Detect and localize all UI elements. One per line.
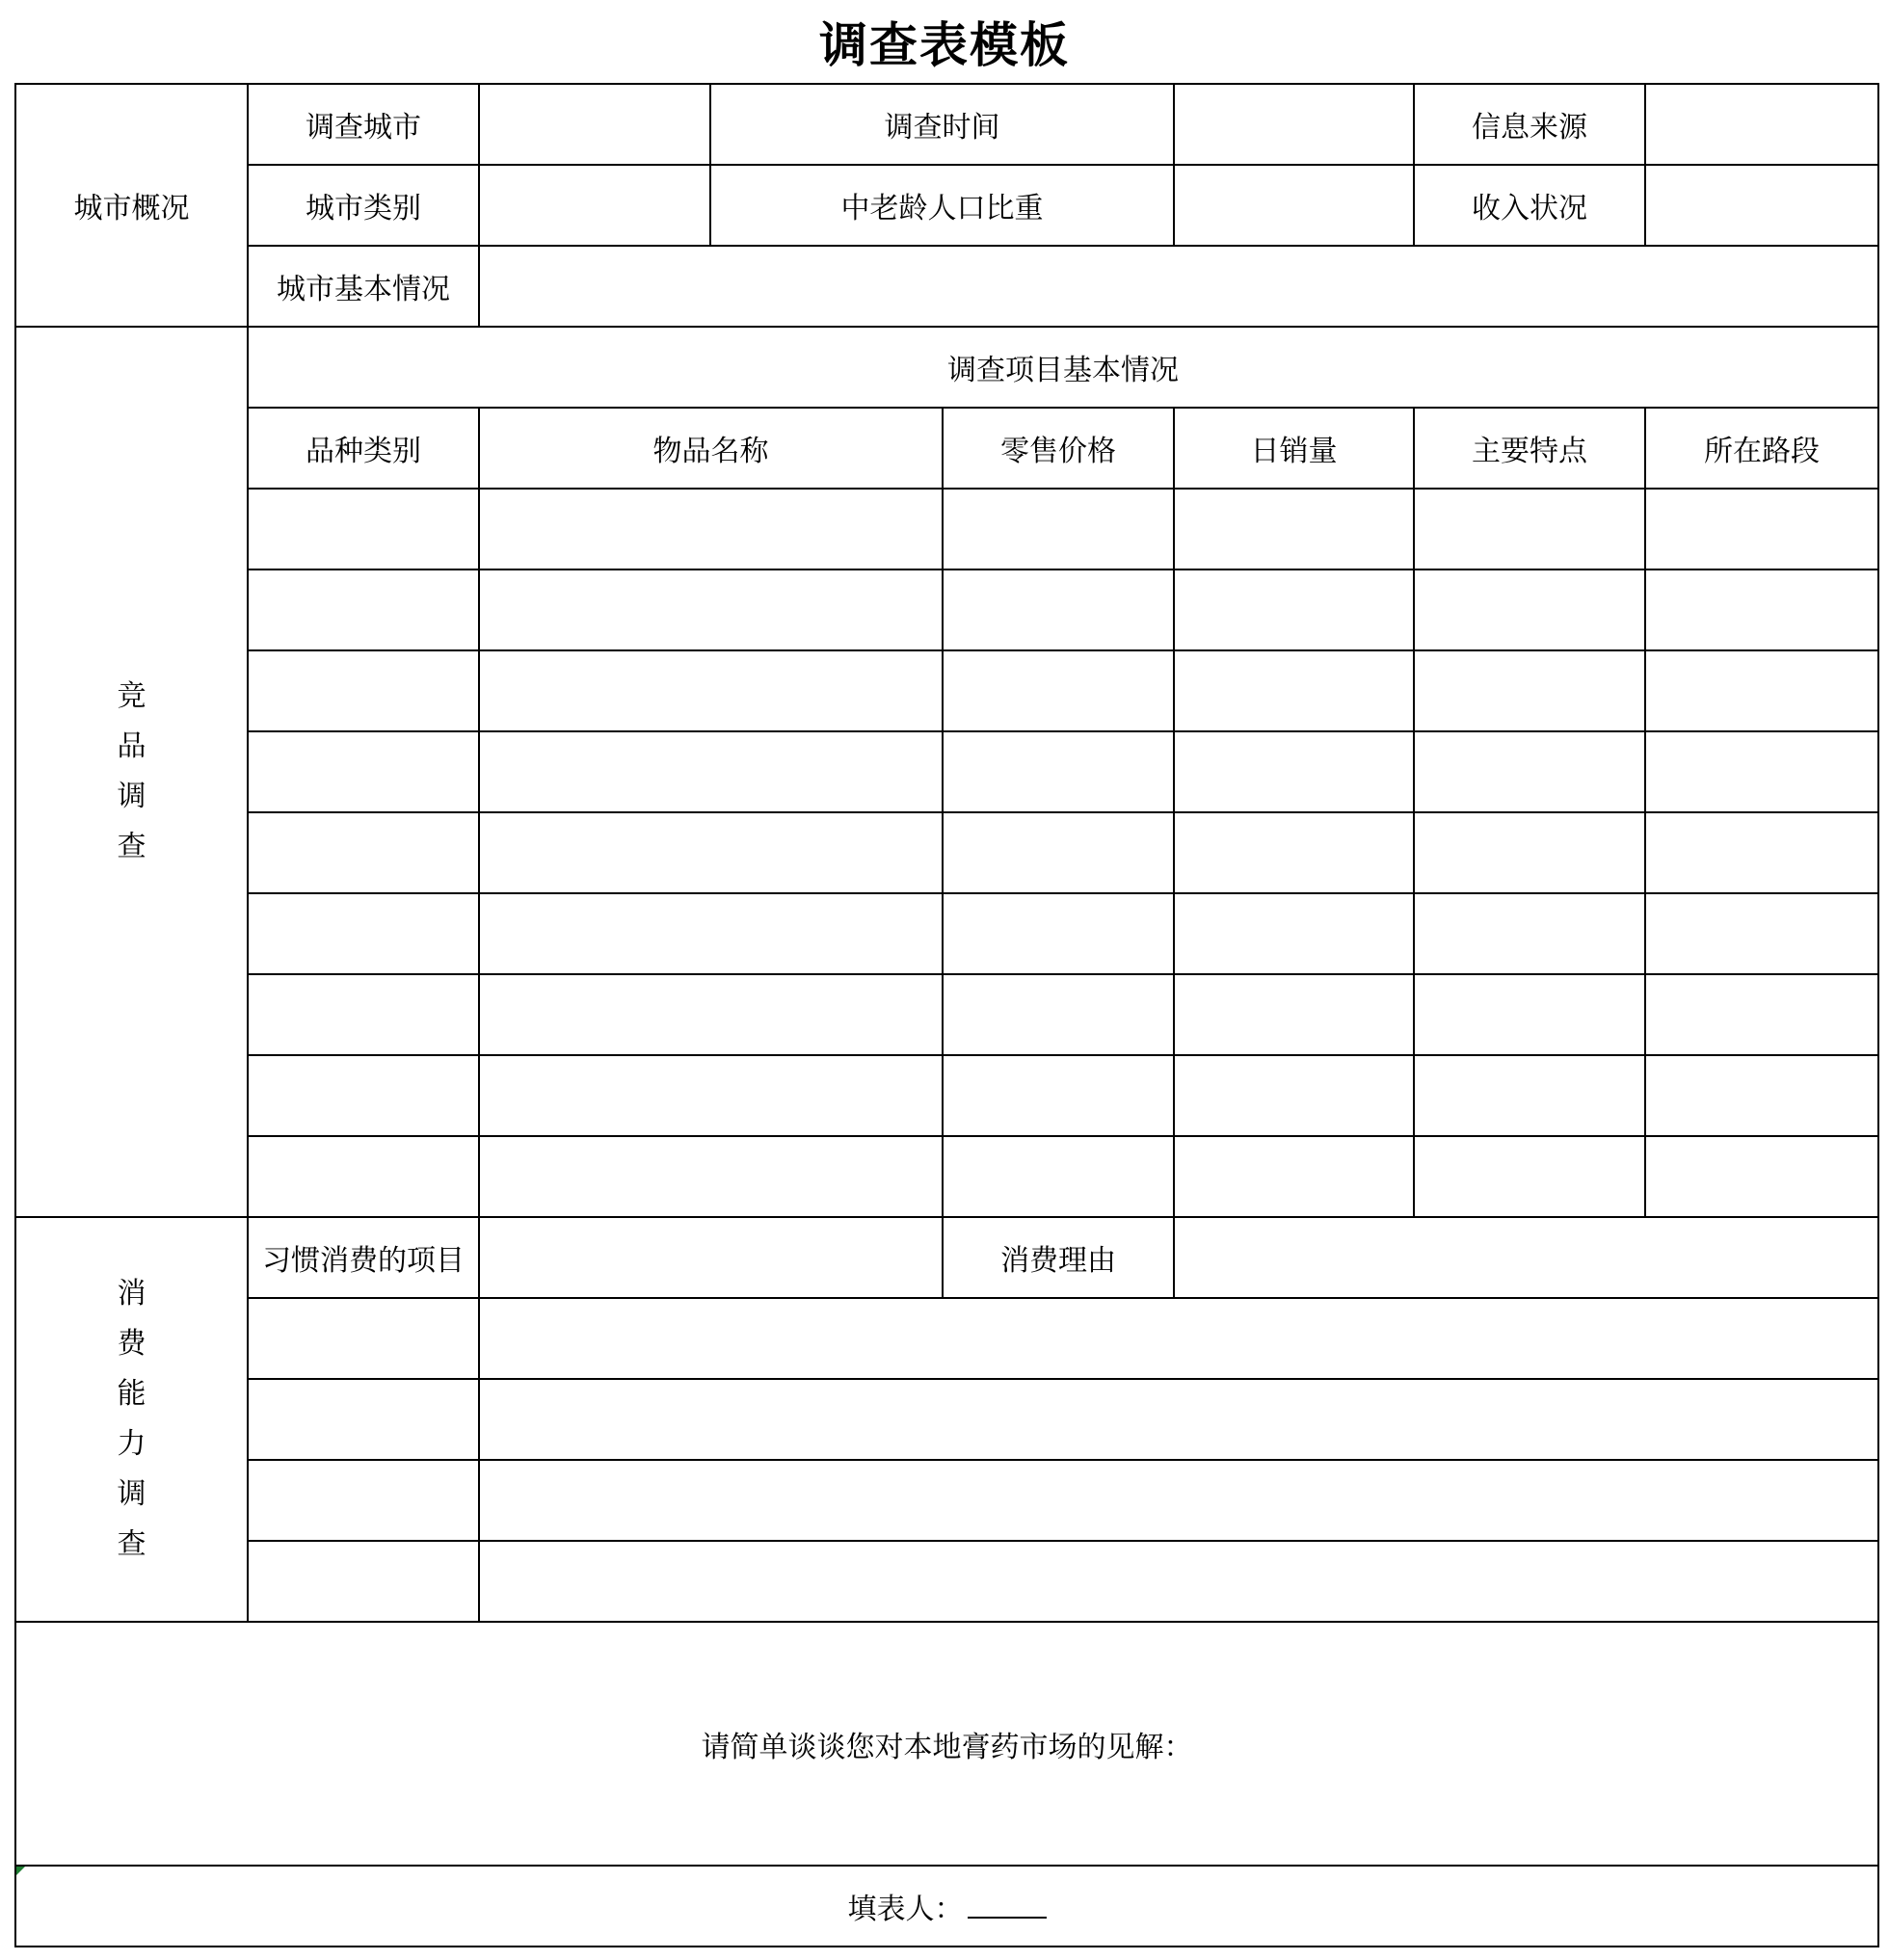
city-row-2 — [15, 165, 1878, 246]
column-header-variety: 品种类别 — [248, 408, 479, 489]
competitor-header-row — [15, 408, 1878, 489]
reason-value[interactable] — [1174, 1217, 1878, 1298]
data-cell[interactable] — [1645, 812, 1878, 893]
data-cell[interactable] — [1174, 569, 1414, 650]
opinion-prompt: 请简单谈谈您对本地膏药市场的见解： — [701, 1730, 1193, 1764]
data-cell[interactable] — [1645, 974, 1878, 1055]
competitor-data-row — [15, 731, 1878, 812]
data-cell[interactable] — [1174, 974, 1414, 1055]
data-cell[interactable] — [1174, 489, 1414, 569]
data-cell[interactable] — [943, 569, 1174, 650]
filler-underline[interactable] — [968, 1897, 1047, 1919]
data-cell[interactable] — [1645, 893, 1878, 974]
data-cell[interactable] — [1645, 569, 1878, 650]
data-cell[interactable] — [1645, 1055, 1878, 1136]
competitor-title-row — [15, 327, 1878, 408]
city-category-label: 城市类别 — [248, 165, 479, 246]
competitor-data-row — [15, 1136, 1878, 1217]
survey-time-label: 调查时间 — [710, 84, 1174, 165]
competitor-data-row — [15, 812, 1878, 893]
consumption-header-row — [15, 1217, 1878, 1298]
income-status-label: 收入状况 — [1414, 165, 1645, 246]
data-cell[interactable] — [248, 569, 479, 650]
data-cell[interactable] — [1414, 1136, 1645, 1217]
consumption-row — [15, 1379, 1878, 1460]
consumption-survey-label-text: 消费能力调查 — [117, 1277, 146, 1561]
survey-table — [14, 83, 1879, 1947]
city-overview-label: 城市概况 — [15, 84, 248, 327]
data-cell[interactable] — [1414, 650, 1645, 731]
column-header-retail-price: 零售价格 — [943, 408, 1174, 489]
city-row-3 — [15, 246, 1878, 327]
data-cell[interactable] — [1174, 893, 1414, 974]
city-basic-info-value[interactable] — [479, 246, 1878, 327]
habit-items-label: 习惯消费的项目 — [248, 1217, 479, 1298]
consumption-item-cell[interactable] — [248, 1460, 479, 1541]
elderly-ratio-value[interactable] — [1174, 165, 1414, 246]
data-cell[interactable] — [479, 1055, 943, 1136]
consumption-row — [15, 1541, 1878, 1622]
data-cell[interactable] — [943, 731, 1174, 812]
data-cell[interactable] — [943, 489, 1174, 569]
data-cell[interactable] — [479, 812, 943, 893]
data-cell[interactable] — [1174, 650, 1414, 731]
filler-row — [15, 1866, 1878, 1947]
data-cell[interactable] — [1645, 489, 1878, 569]
data-cell[interactable] — [1174, 1136, 1414, 1217]
competitor-data-row — [15, 650, 1878, 731]
competitor-survey-label-text: 竞品调查 — [117, 679, 146, 863]
consumption-reason-cell[interactable] — [479, 1298, 1878, 1379]
consumption-reason-cell[interactable] — [479, 1379, 1878, 1460]
column-header-daily-sales: 日销量 — [1174, 408, 1414, 489]
opinion-row — [15, 1622, 1878, 1866]
consumption-item-cell[interactable] — [248, 1379, 479, 1460]
data-cell[interactable] — [248, 731, 479, 812]
data-cell[interactable] — [248, 489, 479, 569]
city-category-value[interactable] — [479, 165, 710, 246]
data-cell[interactable] — [1414, 1055, 1645, 1136]
reason-label: 消费理由 — [943, 1217, 1174, 1298]
competitor-data-row — [15, 489, 1878, 569]
data-cell[interactable] — [479, 893, 943, 974]
data-cell[interactable] — [943, 893, 1174, 974]
data-cell[interactable] — [1414, 974, 1645, 1055]
competitor-data-row — [15, 1055, 1878, 1136]
consumption-item-cell[interactable] — [248, 1298, 479, 1379]
habit-items-value[interactable] — [479, 1217, 943, 1298]
data-cell[interactable] — [479, 974, 943, 1055]
data-cell[interactable] — [1414, 731, 1645, 812]
filler-label: 填表人： — [847, 1893, 964, 1926]
data-cell[interactable] — [1645, 731, 1878, 812]
data-cell[interactable] — [248, 1055, 479, 1136]
opinion-cell[interactable] — [15, 1622, 1878, 1866]
data-cell[interactable] — [1414, 569, 1645, 650]
data-cell[interactable] — [943, 650, 1174, 731]
data-cell[interactable] — [1174, 731, 1414, 812]
data-cell[interactable] — [479, 650, 943, 731]
elderly-ratio-label: 中老龄人口比重 — [710, 165, 1174, 246]
data-cell[interactable] — [479, 569, 943, 650]
data-cell[interactable] — [1414, 893, 1645, 974]
survey-time-value[interactable] — [1174, 84, 1414, 165]
consumption-reason-cell[interactable] — [479, 1541, 1878, 1622]
info-source-value[interactable] — [1645, 84, 1878, 165]
data-cell[interactable] — [943, 974, 1174, 1055]
info-source-label: 信息来源 — [1414, 84, 1645, 165]
data-cell[interactable] — [943, 812, 1174, 893]
data-cell[interactable] — [479, 489, 943, 569]
consumption-item-cell[interactable] — [248, 1541, 479, 1622]
competitor-data-row — [15, 569, 1878, 650]
column-header-item-name: 物品名称 — [479, 408, 943, 489]
city-basic-info-label: 城市基本情况 — [248, 246, 479, 327]
data-cell[interactable] — [248, 812, 479, 893]
data-cell[interactable] — [943, 1055, 1174, 1136]
data-cell[interactable] — [1174, 812, 1414, 893]
competitor-data-row — [15, 893, 1878, 974]
consumption-row — [15, 1298, 1878, 1379]
consumption-survey-label — [15, 1217, 248, 1622]
survey-city-value[interactable] — [479, 84, 710, 165]
data-cell[interactable] — [248, 893, 479, 974]
data-cell[interactable] — [248, 650, 479, 731]
data-cell[interactable] — [479, 1136, 943, 1217]
competitor-survey-label — [15, 327, 248, 1217]
filler-cell[interactable] — [15, 1866, 1878, 1947]
consumption-row — [15, 1460, 1878, 1541]
data-cell[interactable] — [248, 1136, 479, 1217]
data-cell[interactable] — [248, 974, 479, 1055]
data-cell[interactable] — [1645, 1136, 1878, 1217]
data-cell[interactable] — [479, 731, 943, 812]
competitor-data-row — [15, 974, 1878, 1055]
consumption-reason-cell[interactable] — [479, 1460, 1878, 1541]
data-cell[interactable] — [1414, 812, 1645, 893]
cell-comment-marker — [16, 1867, 25, 1875]
data-cell[interactable] — [943, 1136, 1174, 1217]
survey-project-title: 调查项目基本情况 — [248, 327, 1878, 408]
data-cell[interactable] — [1174, 1055, 1414, 1136]
column-header-features: 主要特点 — [1414, 408, 1645, 489]
column-header-road-section: 所在路段 — [1645, 408, 1878, 489]
city-row-1 — [15, 84, 1878, 165]
survey-city-label: 调查城市 — [248, 84, 479, 165]
data-cell[interactable] — [1645, 650, 1878, 731]
income-status-value[interactable] — [1645, 165, 1878, 246]
data-cell[interactable] — [1414, 489, 1645, 569]
page-title: 调查表模板 — [819, 17, 1070, 73]
